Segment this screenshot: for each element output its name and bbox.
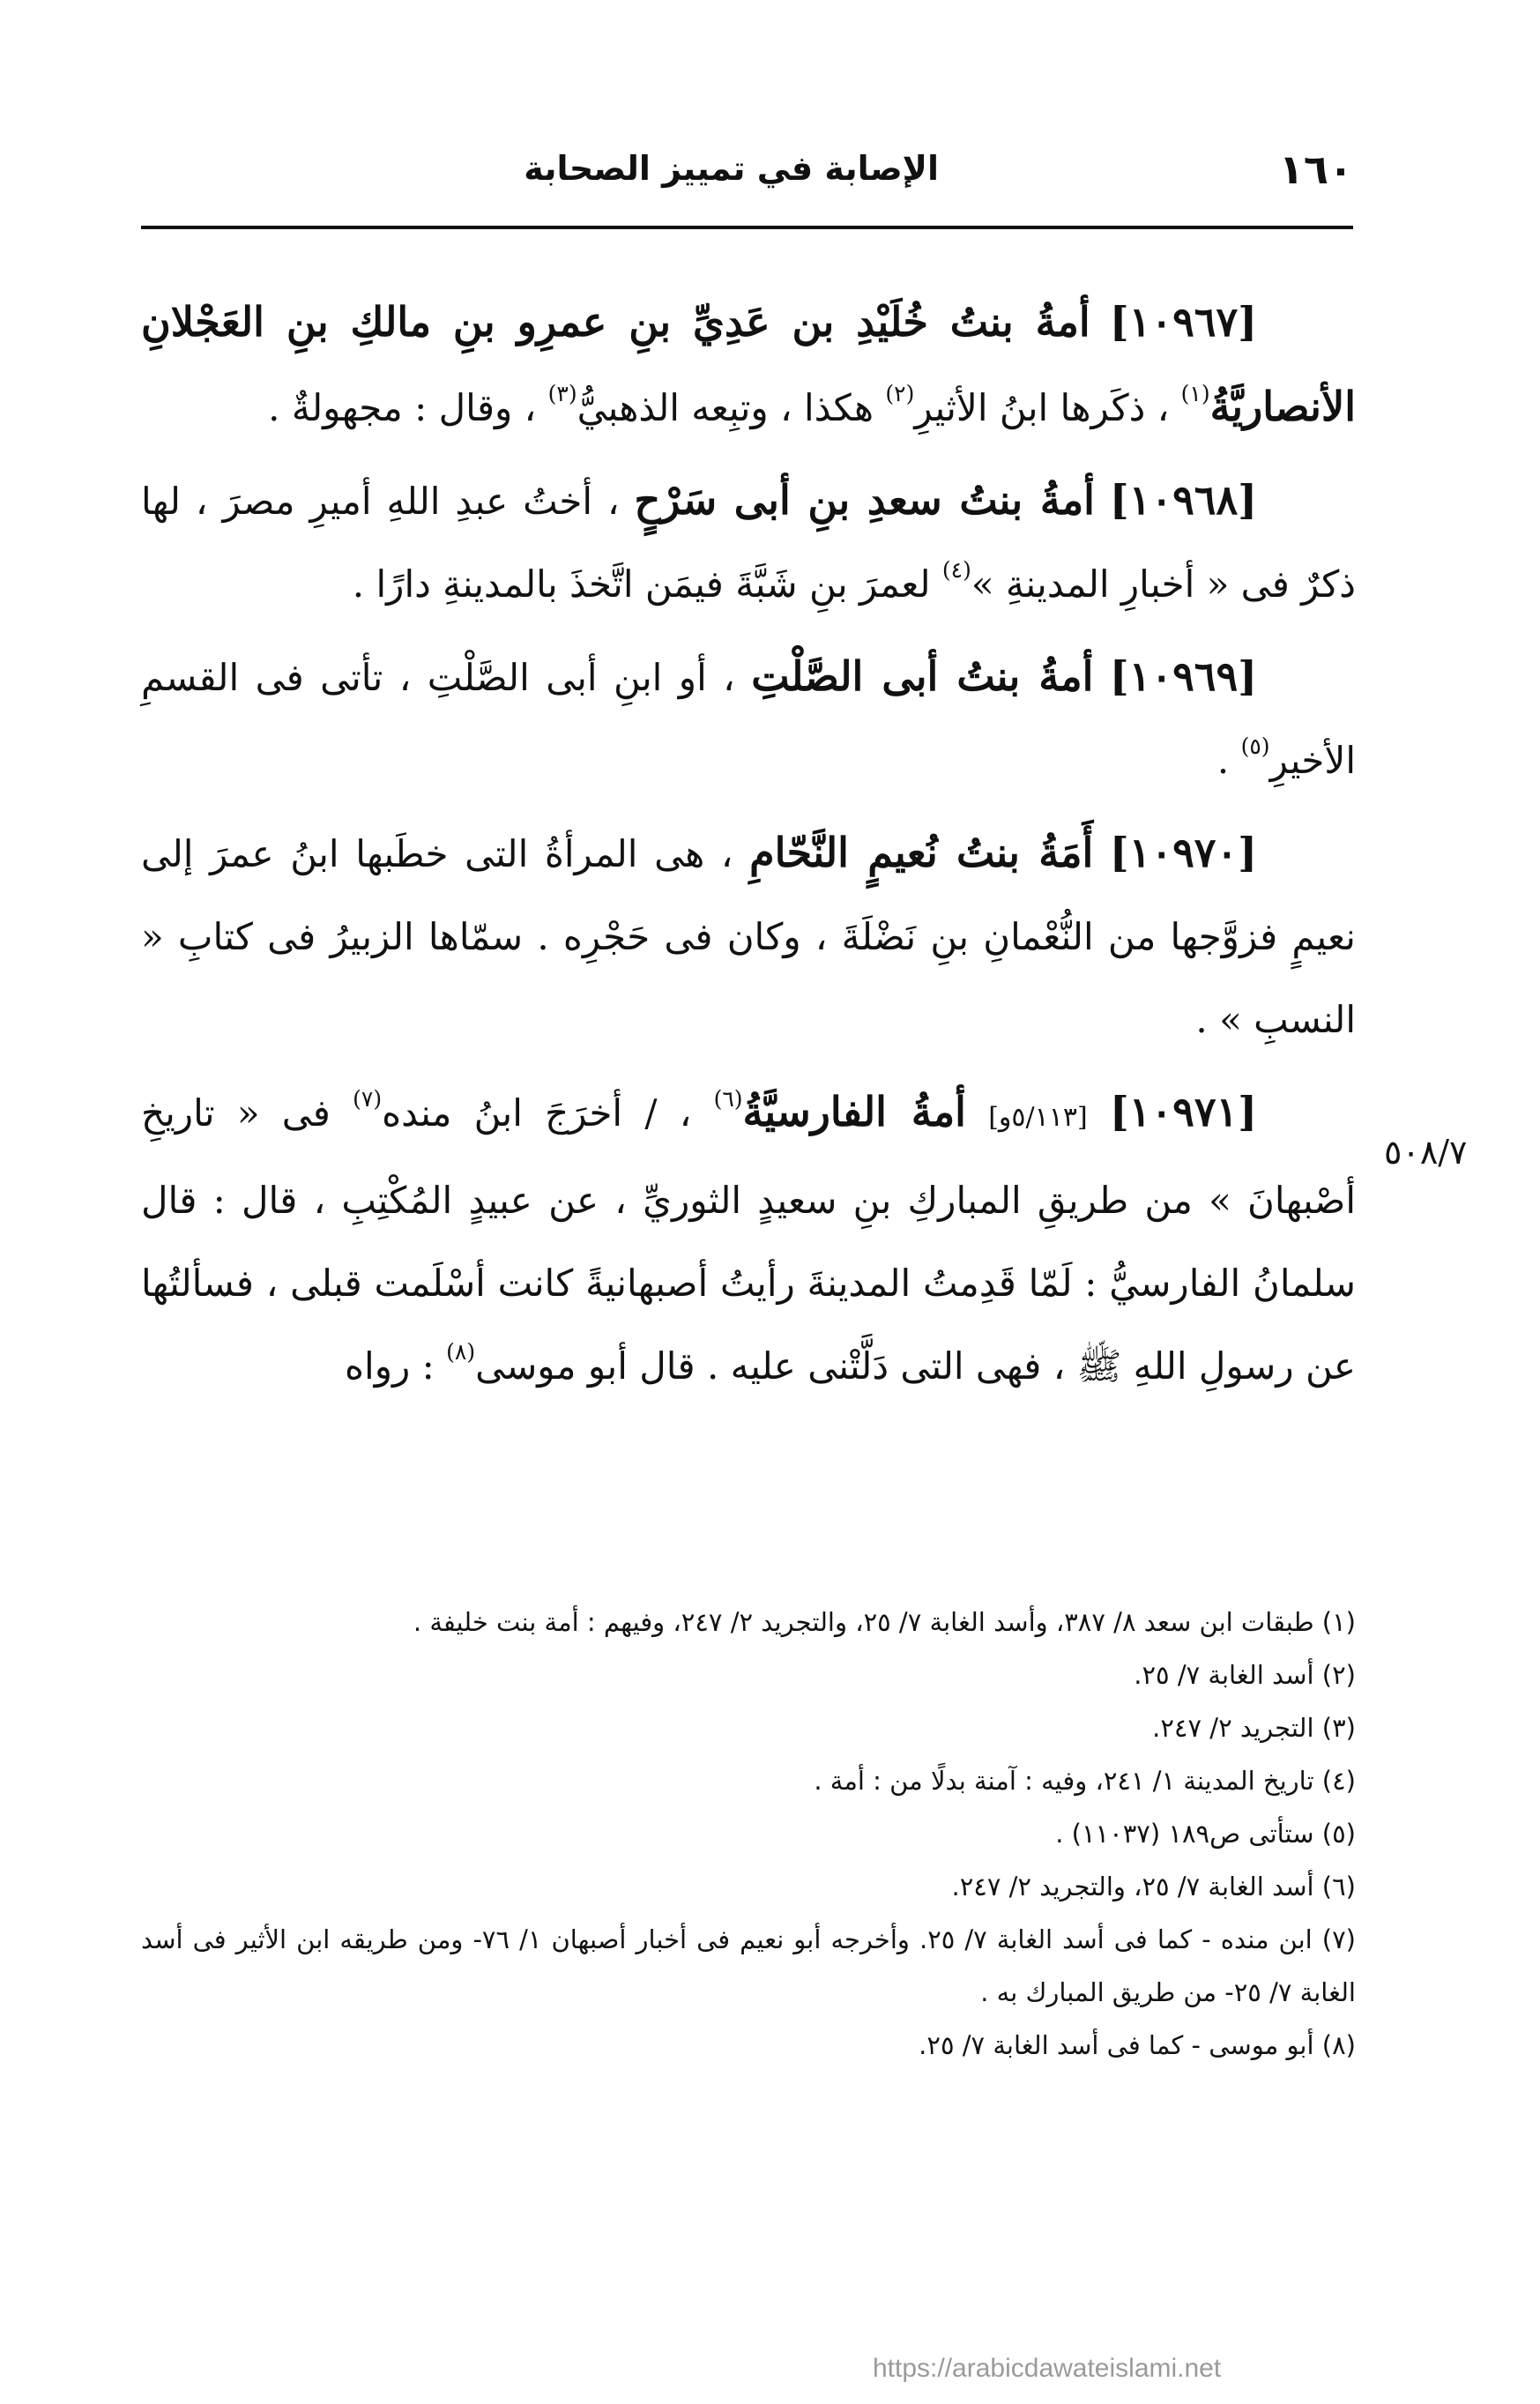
- entry-name: أَمَةُ بنتُ نُعيمٍ النَّحّامِ: [749, 829, 1094, 876]
- entry-text: .: [1216, 739, 1230, 782]
- entry-number: [١٠٩٦٨]: [1109, 476, 1257, 524]
- entry-number: [١٠٩٧١]: [1109, 1088, 1258, 1135]
- entry-text: ، وقال : مجهولةٌ .: [268, 386, 537, 429]
- footnote-5: (٥) ستأتى ص١٨٩ (١١٠٣٧) .: [1055, 1819, 1356, 1849]
- footnote-marker[interactable]: (٤): [941, 557, 971, 583]
- footnote-2: (٢) أسد الغابة ٧/ ٢٥.: [1134, 1660, 1356, 1690]
- entry-text: ، ذكَرها ابنُ الأثيرِ: [914, 386, 1170, 429]
- footnotes: [141, 1596, 1356, 2072]
- footnote-1: (١) طبقات ابن سعد ٨/ ٣٨٧، وأسد الغابة ٧/ ٢٥، والتجريد ٢/ ٢٤٧، وفيهم : أمة بنت خليفة .: [413, 1607, 1356, 1637]
- watermark-url: https://arabicdawateislami.net: [873, 2354, 1222, 2383]
- entry-text: لعمرَ بنِ شَبَّةَ فيمَن اتَّخذَ بالمدينةِ دارًا .: [352, 562, 931, 606]
- footnote-7: (٧) ابن منده - كما فى أسد الغابة ٧/ ٢٥. وأخرجه أبو نعيم فى أخبار أصبهان ١/ ٧٦- ومن طريقه ابن الأثير فى أسد الغابة ٧/ ٢٥- من طريق المبارك به .: [141, 1924, 1356, 2007]
- entry-text: فى « تاريخِ أصْبهانَ » من طريقِ المباركِ بنِ سعيدٍ الثوريِّ ، عن عبيدٍ المُكْتِبِ ، قال : قال سلمانُ الفارسيُّ : لَمّا قَدِمتُ المدينةَ رأيتُ أصبهانيةً كانت أسْلَمت قبلى ، فسألتُها عن رسولِ اللهِ ﷺ ، فهى التى دَلَّتْنى عليه . قال أبو موسى: [141, 1091, 1356, 1388]
- entry-10971: [141, 1070, 1356, 1408]
- entry-name: أمةُ بنتُ سعدِ بنِ أبى سَرْحٍ: [634, 476, 1095, 524]
- entry-name: أمةُ بنتُ أبى الصَّلْتِ: [751, 652, 1094, 700]
- entry-text: : رواه: [345, 1344, 435, 1388]
- footnote-marker[interactable]: (٧): [353, 1086, 383, 1112]
- margin-reference: ٥٠٨/٧: [1384, 1133, 1468, 1172]
- entry-name: أمةُ بنتُ خُلَيْدِ بن عَدِيِّ بنِ عمرِو بنِ مالكِ بنِ العَجْلانِ الأنصاريَّةُ: [141, 298, 1356, 430]
- entry-text: هكذا ، وتبِعه الذهبيُّ: [577, 386, 874, 429]
- footnote-3: (٣) التجريد ٢/ ٢٤٧.: [1152, 1713, 1356, 1743]
- entry-number: [١٠٩٧٠]: [1109, 829, 1257, 876]
- main-text: [141, 280, 1356, 1417]
- running-title: الإصابة في تمييز الصحابة: [524, 149, 939, 188]
- entry-text: ، أو ابنِ أبى الصَّلْتِ ، تأتى فى القسمِ الأخيرِ: [141, 656, 1356, 782]
- footnote-marker[interactable]: (٦): [713, 1086, 743, 1112]
- entry-10970: [141, 811, 1356, 1061]
- page-number: ١٦٠: [1278, 145, 1353, 193]
- entry-number: [١٠٩٦٩]: [1109, 652, 1257, 700]
- entry-text: ، أختُ عبدِ اللهِ أميرِ مصرَ ، لها ذكرٌ فى « أخبارِ المدينةِ »: [141, 480, 1356, 606]
- entry-10968: [141, 458, 1356, 626]
- footnote-marker[interactable]: (٣): [547, 381, 577, 406]
- entry-number: [١٠٩٦٧]: [1109, 298, 1257, 346]
- footnote-marker[interactable]: (٥): [1240, 733, 1270, 759]
- footnote-marker[interactable]: (١): [1180, 381, 1210, 406]
- manuscript-ref: [٥/١١٣و]: [988, 1102, 1088, 1133]
- header-divider: [141, 226, 1353, 229]
- entry-10969: [141, 635, 1356, 802]
- page-header: [141, 145, 1353, 198]
- entry-text: ، / أخرَجَ ابنُ منده: [382, 1091, 692, 1135]
- entry-name: أمةُ الفارسيَّةُ: [742, 1088, 966, 1135]
- footnote-6: (٦) أسد الغابة ٧/ ٢٥، والتجريد ٢/ ٢٤٧.: [951, 1872, 1356, 1902]
- footnote-4: (٤) تاريخ المدينة ١/ ٢٤١، وفيه : آمنة بدلًا من : أمة .: [814, 1766, 1356, 1796]
- footnote-marker[interactable]: (٢): [885, 381, 915, 406]
- footnote-marker[interactable]: (٨): [446, 1339, 476, 1365]
- footnote-8: (٨) أبو موسى - كما فى أسد الغابة ٧/ ٢٥.: [919, 2030, 1356, 2060]
- entry-text: ، هى المرأةُ التى خطَبها ابنُ عمرَ إلى نعيمٍ فزوَّجها من النُّعْمانِ بنِ نَضْلَةَ ، وكان فى حَجْرِه . سمّاها الزبيرُ فى كتابِ « النسبِ » .: [141, 832, 1356, 1041]
- entry-10967: [141, 280, 1356, 450]
